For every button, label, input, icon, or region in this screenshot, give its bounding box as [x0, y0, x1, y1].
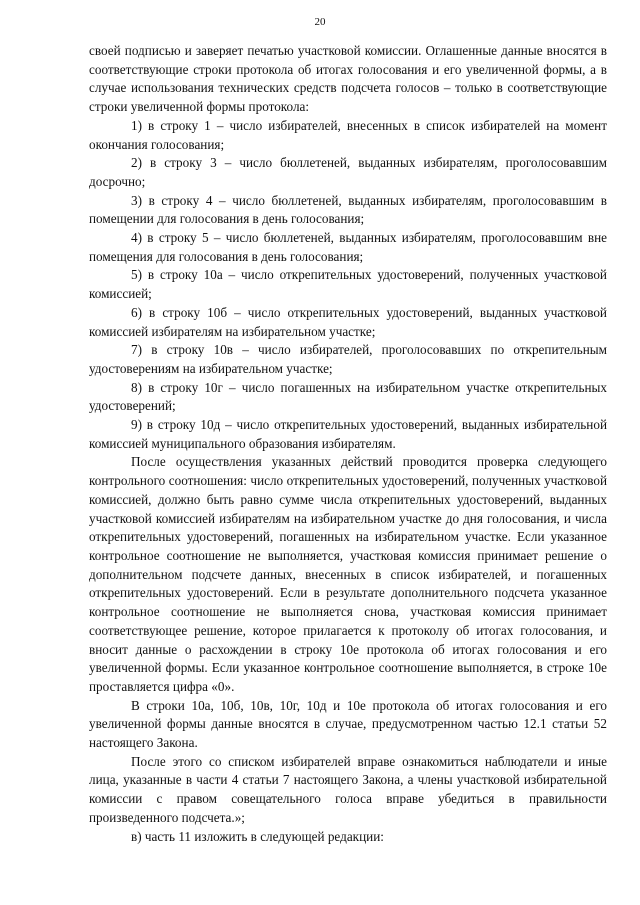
document-body [89, 42, 607, 846]
paragraph: После осуществления указанных действий проводится проверка следующего контрольного соотношения: число открепительных удостоверений, полученных участковой комиссией, должно быть равно сумме числа открепительных удостоверений, выданных участковой комиссией избирателям на избирательном участке до дня голосования, и числа открепительных удостоверений, погашенных на избирательном участке. Если указанное контрольное соотношение не выполняется, участковая комиссия принимает решение о дополнительном подсчете данных, внесенных в список избирателей, и погашенных открепительных удостоверений. Если в результате дополнительного подсчета указанное контрольное соотношение не выполняется снова, участковая комиссия принимает соответствующее решение, которое прилагается к протоколу об итогах голосования, и вносит данные о расхождении в строку 10е протокола об итогах голосования и его увеличенной формы. Если указанное контрольное соотношение выполняется, в строке 10е проставляется цифра «0». [89, 454, 607, 694]
paragraph: своей подписью и заверяет печатью участковой комиссии. Оглашенные данные вносятся в соответствующие строки протокола об итогах голосования и его увеличенной формы, а в случае использования технических средств подсчета голосов – только в соответствующие строки увеличенной формы протокола: [89, 43, 607, 115]
paragraph: После этого со списком избирателей вправе ознакомиться наблюдатели и иные лица, указанные в части 4 статьи 7 настоящего Закона, а члены участковой избирательной комиссии с правом совещательного голоса вправе убедиться в правильности произведенного подсчета.»; [89, 753, 607, 825]
paragraph: 5) в строку 10а – число открепительных удостоверений, полученных участковой комиссией; [89, 267, 607, 302]
paragraph: 7) в строку 10в – число избирателей, проголосовавших по открепительным удостоверениям на избирательном участке; [89, 342, 607, 376]
page-number: 20 [314, 16, 326, 28]
paragraph: 1) в строку 1 – число избирателей, внесенных в список избирателей на момент окончания голосования; [89, 117, 607, 152]
paragraph: 4) в строку 5 – число бюллетеней, выданных избирателям, проголосовавшим вне помещения для голосования в день голосования; [89, 230, 607, 264]
paragraph: 2) в строку 3 – число бюллетеней, выданных избирателям, проголосовавшим досрочно; [89, 155, 607, 189]
paragraph: 9) в строку 10д – число открепительных удостоверений, выданных избирательной комиссией муниципального образования избирателям. [89, 417, 607, 451]
paragraph: 6) в строку 10б – число открепительных удостоверений, выданных участковой комиссией избирателям на избирательном участке; [89, 304, 607, 339]
paragraph: в) часть 11 изложить в следующей редакции: [131, 828, 384, 844]
paragraph: В строки 10а, 10б, 10в, 10г, 10д и 10е протокола об итогах голосования и его увеличенной формы данные вносятся в случае, предусмотренном частью 12.1 статьи 52 настоящего Закона. [89, 697, 607, 751]
paragraph: 8) в строку 10г – число погашенных на избирательном участке открепительных удостоверений; [89, 379, 607, 414]
paragraph: 3) в строку 4 – число бюллетеней, выданных избирателям, проголосовавшим в помещении для голосования в день голосования; [89, 192, 607, 227]
